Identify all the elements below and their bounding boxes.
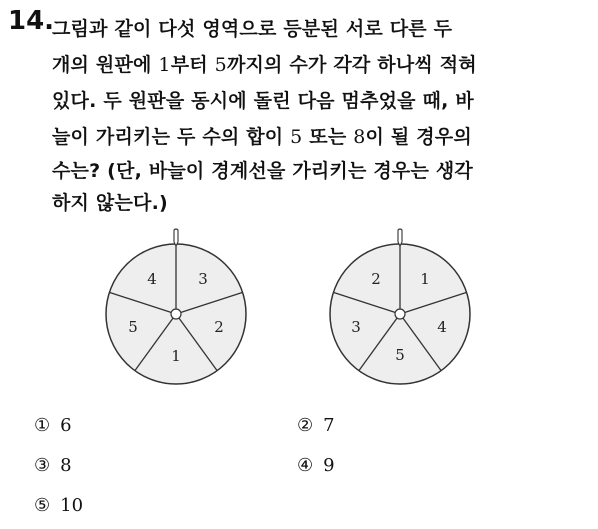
sector-label: 3 xyxy=(351,318,361,336)
question-line-5: 수는? (단, 바늘이 경계선을 가리키는 경우는 생각 xyxy=(52,160,473,182)
choice-value: 9 xyxy=(323,455,335,476)
choice-2[interactable] xyxy=(297,415,335,436)
sector-label: 2 xyxy=(371,270,381,288)
sector-label: 1 xyxy=(420,270,430,288)
spinner-wheel-left xyxy=(102,226,252,390)
sector-label: 2 xyxy=(214,318,224,336)
question-line-3: 있다. 두 원판을 동시에 돌린 다음 멈추었을 때, 바 xyxy=(52,90,474,112)
sector-label: 4 xyxy=(147,270,157,288)
question-line-4: 늘이 가리키는 두 수의 합이 5 또는 8이 될 경우의 xyxy=(52,126,472,148)
sector-label: 3 xyxy=(198,270,208,288)
question-number: 14. xyxy=(8,6,55,36)
spinner-wheel-right xyxy=(326,226,476,390)
choice-marker: ② xyxy=(297,415,314,436)
choice-1[interactable] xyxy=(34,415,72,436)
sector-label: 5 xyxy=(395,346,405,364)
question-line-2: 개의 원판에 1부터 5까지의 수가 각각 하나씩 적혀 xyxy=(52,54,477,76)
choice-marker: ③ xyxy=(34,455,51,476)
choice-3[interactable] xyxy=(34,455,72,476)
sector-label: 1 xyxy=(171,347,181,365)
sector-label: 4 xyxy=(437,318,447,336)
needle-icon xyxy=(174,229,178,246)
needle-icon xyxy=(398,229,402,246)
choice-value: 8 xyxy=(60,455,72,476)
choice-marker: ⑤ xyxy=(34,495,51,516)
question-line-6: 하지 않는다.) xyxy=(52,192,168,214)
choice-value: 7 xyxy=(323,415,335,436)
choice-value: 10 xyxy=(60,495,84,516)
choice-5[interactable] xyxy=(34,495,83,516)
choice-value: 6 xyxy=(60,415,72,436)
choice-4[interactable] xyxy=(297,455,335,476)
sector-label: 5 xyxy=(128,318,138,336)
choice-marker: ① xyxy=(34,415,51,436)
choice-marker: ④ xyxy=(297,455,314,476)
question-line-1: 그림과 같이 다섯 영역으로 등분된 서로 다른 두 xyxy=(52,18,453,40)
